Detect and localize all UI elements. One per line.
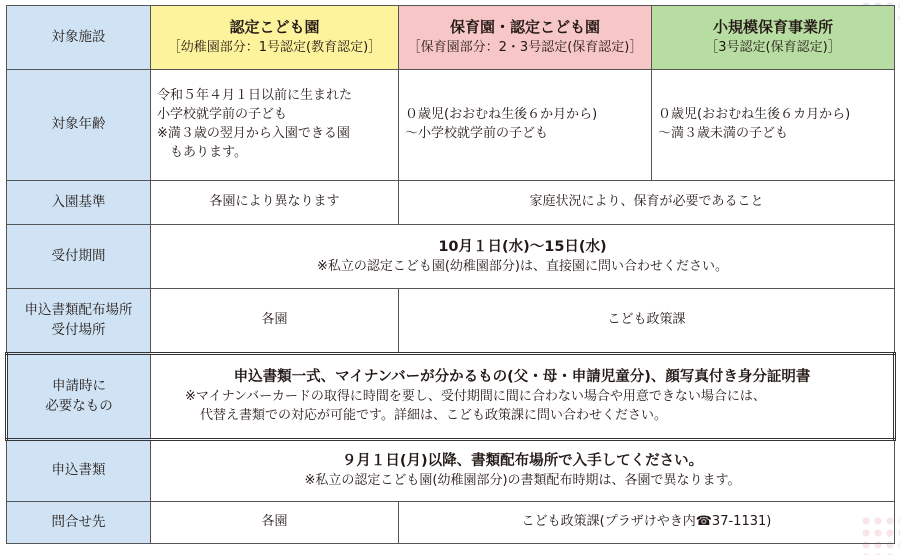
row-label-distribution	[7, 289, 151, 354]
forms-row	[7, 440, 895, 502]
facility-nursery-title: 保育園・認定こども園	[449, 18, 600, 37]
age-kindergarten	[151, 70, 399, 181]
distribution-row	[7, 289, 895, 354]
row-label-required	[7, 354, 151, 440]
row-label-required-line2: 必要なもの	[45, 397, 113, 414]
age-kindergarten-line: 令和５年４月１日以前に生まれた	[157, 88, 353, 104]
age-nursery-line: ０歳児(おおむね生後６か月から)	[405, 107, 598, 123]
distribution-kindergarten: 各園	[151, 289, 399, 354]
period-note: ※私立の認定こども園(幼稚園部分)は、直接園に問い合わせください。	[316, 258, 729, 274]
facility-kindergarten-title: 認定こども園	[229, 18, 320, 37]
facility-nursery-sub: ［保育園部分：2・3号認定(保育認定)］	[407, 39, 643, 55]
row-label-criteria: 入園基準	[7, 181, 151, 225]
required-note-line1: ※マイナンバーカードの取得に時間を要し、受付期間に間に合わない場合や用意できない場合には、	[185, 389, 766, 405]
facility-small-scale-sub: ［3号認定(保育認定)］	[705, 39, 841, 55]
enrollment-info-table	[5, 5, 896, 544]
facility-kindergarten	[151, 6, 399, 70]
age-small-scale	[652, 70, 895, 181]
age-kindergarten-line: ※満３歳の翌月から入園できる園	[157, 126, 350, 141]
required-items: 申込書類一式、マイナンバーが分かるもの(父・母・申請児童分)、顔写真付き身分証明書	[233, 369, 811, 386]
row-label-age: 対象年齢	[7, 70, 151, 181]
criteria-nursery: 家庭状況により、保育が必要であること	[399, 181, 895, 225]
facility-row	[7, 6, 895, 70]
row-label-forms: 申込書類	[7, 440, 151, 502]
criteria-row	[7, 181, 895, 225]
facility-small-scale-title: 小規模保育事業所	[712, 18, 833, 37]
age-kindergarten-line: もあります。	[170, 144, 247, 160]
required-row	[7, 354, 895, 440]
required-content	[151, 354, 895, 440]
age-nursery-line: ～小学校就学前の子ども	[405, 126, 549, 141]
row-label-distribution-line1: 申込書類配布場所	[24, 301, 133, 318]
row-label-period: 受付期間	[7, 225, 151, 289]
criteria-kindergarten: 各園により異なります	[151, 181, 399, 225]
age-small-scale-line: ～満３歳未満の子ども	[658, 126, 789, 141]
period-content	[151, 225, 895, 289]
facility-nursery	[399, 6, 652, 70]
distribution-nursery: こども政策課	[399, 289, 895, 354]
age-row	[7, 70, 895, 181]
age-kindergarten-line: 小学校就学前の子ども	[157, 107, 288, 123]
forms-content	[151, 440, 895, 502]
row-label-facility: 対象施設	[7, 6, 151, 70]
row-label-required-line1: 申請時に	[52, 377, 106, 394]
period-row	[7, 225, 895, 289]
forms-main: ９月１日(月)以降、書類配布場所で入手してください。	[341, 453, 704, 470]
facility-kindergarten-sub: ［幼稚園部分：1号認定(教育認定)］	[167, 39, 382, 55]
forms-note: ※私立の認定こども園(幼稚園部分)の書類配布時期は、各園で異なります。	[304, 473, 741, 489]
facility-small-scale	[652, 6, 895, 70]
period-dates: 10月１日(水)～15日(水)	[438, 238, 607, 255]
required-note-line2: 代替え書類での対応が可能です。詳細は、こども政策課に問い合わせください。	[200, 408, 667, 423]
age-small-scale-line: ０歳児(おおむね生後６カ月から)	[658, 107, 851, 123]
row-label-contact: 問合せ先	[7, 502, 151, 544]
contact-kindergarten: 各園	[151, 502, 399, 544]
row-label-distribution-line2: 受付場所	[51, 321, 106, 338]
contact-row	[7, 502, 895, 544]
contact-city-office: こども政策課(プラザけやき内☎37-1131)	[399, 502, 895, 544]
age-nursery	[399, 70, 652, 181]
